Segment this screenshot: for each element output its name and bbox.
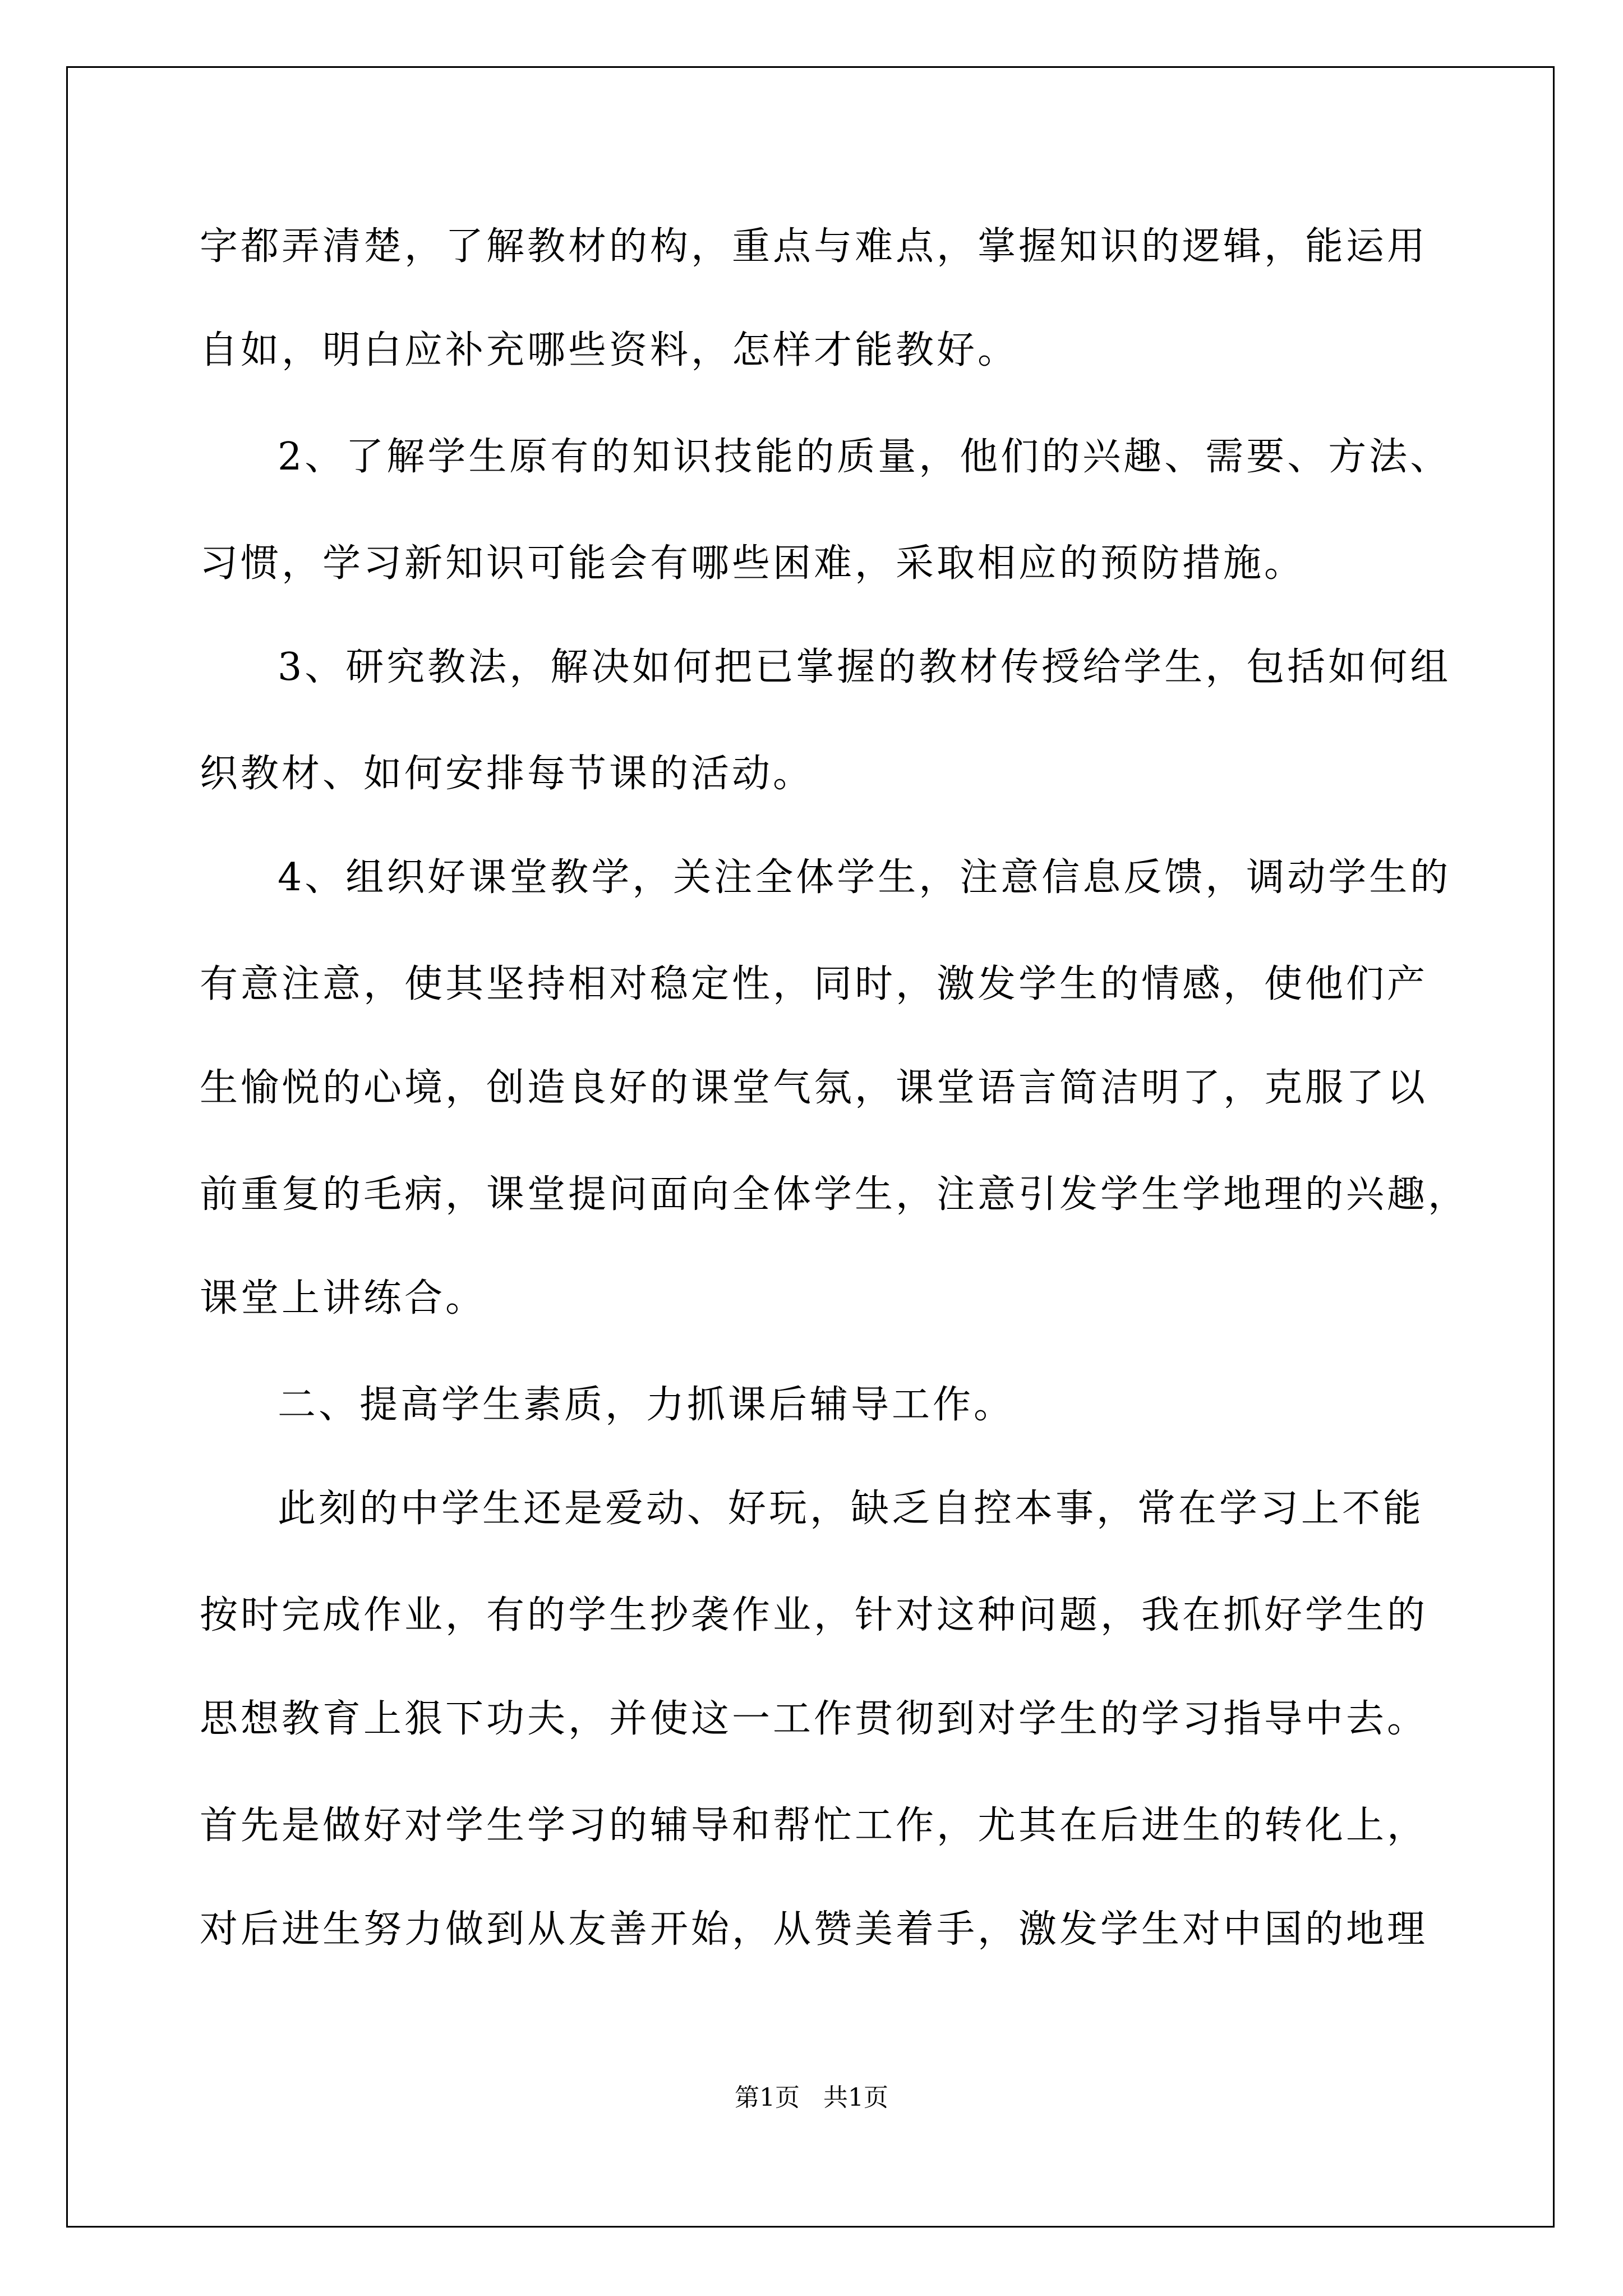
text-line: 按时完成作业，有的学生抄袭作业，针对这种问题，我在抓好学生的 [200,1593,1428,1637]
paragraph-first-line: 4、组织好课堂教学，关注全体学生，注意信息反馈，调动学生的 [278,855,1451,900]
text-line: 首先是做好对学生学习的辅导和帮忙工作，尤其在后进生的转化上， [200,1803,1428,1848]
paragraph-first-line: 此刻的中学生还是爱动、好玩，缺乏自控本事，常在学习上不能 [278,1487,1424,1531]
page-number-footer: 第1页 共1页 [735,2083,888,2112]
text-line: 前重复的毛病，课堂提问面向全体学生，注意引发学生学地理的兴趣， [200,1172,1469,1217]
text-line: 字都弄清楚，了解教材的构，重点与难点，掌握知识的逻辑，能运用 [200,224,1428,269]
paragraph-first-line: 2、了解学生原有的知识技能的质量，他们的兴趣、需要、方法、 [278,435,1451,479]
text-line: 思想教育上狠下功夫，并使这一工作贯彻到对学生的学习指导中去。 [200,1697,1428,1741]
text-line: 生愉悦的心境，创造良好的课堂气氛，课堂语言简洁明了，克服了以 [200,1066,1428,1110]
text-line: 织教材、如何安排每节课的活动。 [200,752,814,796]
text-line: 课堂上讲练合。 [200,1276,487,1320]
page-border [66,66,1555,2228]
text-line: 自如，明白应补充哪些资料，怎样才能教好。 [200,328,1019,372]
section-heading: 二、提高学生素质，力抓课后辅导工作。 [278,1383,1015,1427]
paragraph-first-line: 3、研究教法，解决如何把已掌握的教材传授给学生，包括如何组 [278,645,1451,689]
text-line: 对后进生努力做到从友善开始，从赞美着手，激发学生对中国的地理 [200,1907,1428,1952]
text-line: 习惯，学习新知识可能会有哪些困难，采取相应的预防措施。 [200,541,1306,586]
text-line: 有意注意，使其坚持相对稳定性，同时，激发学生的情感，使他们产 [200,962,1428,1006]
